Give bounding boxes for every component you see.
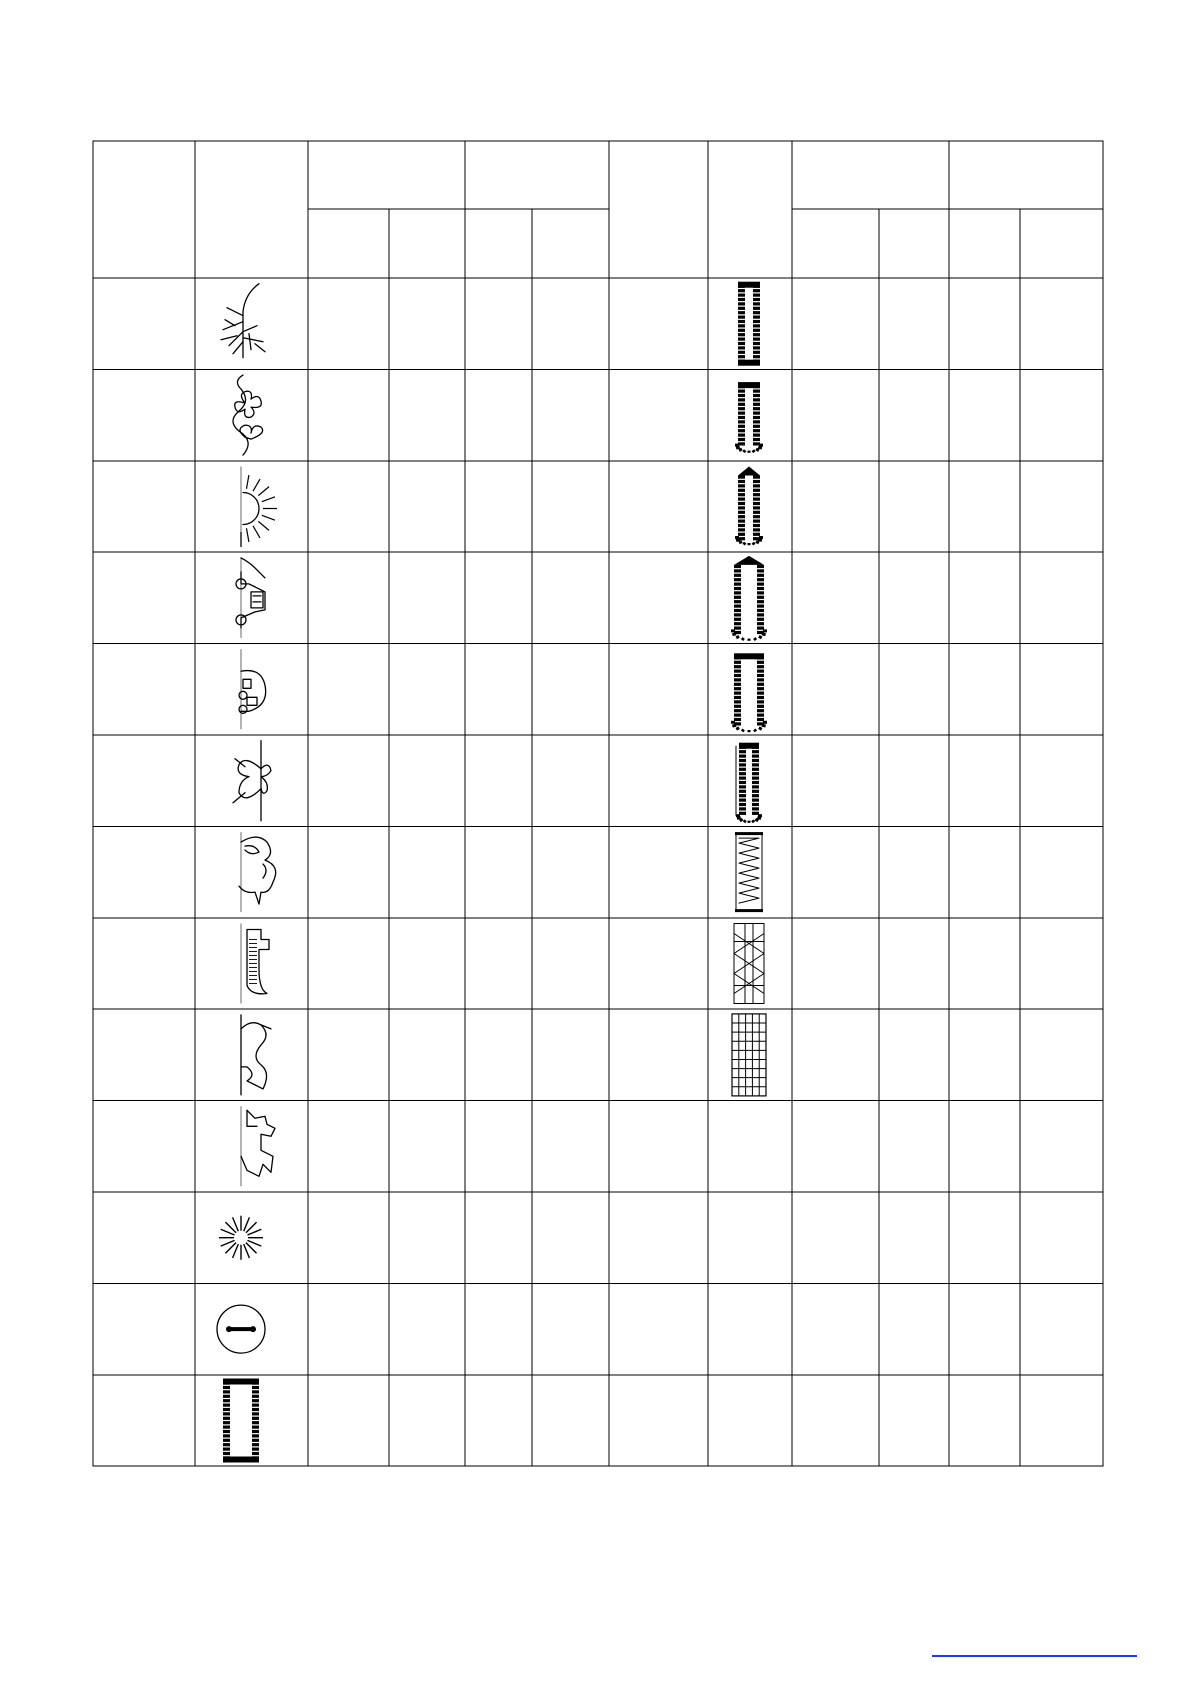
tree-branch-stitch-icon — [221, 284, 265, 358]
cross-stitch-buttonhole-icon — [734, 924, 764, 1004]
footer-link-underline[interactable] — [932, 1655, 1137, 1657]
zigzag-buttonhole-icon — [735, 832, 763, 912]
button-sewing-icon — [217, 1305, 265, 1353]
boot-stitch-icon — [241, 924, 269, 1004]
butterfly-stitch-icon — [233, 741, 271, 821]
bartack-buttonhole-icon — [223, 1379, 259, 1463]
clover-heart-stitch-icon — [233, 375, 263, 455]
eyelet-star-stitch-icon — [219, 1216, 263, 1260]
keyhole-tapered-buttonhole-icon — [735, 467, 763, 546]
grid-darning-icon — [732, 1014, 766, 1096]
keyhole-square-buttonhole-icon — [731, 653, 767, 732]
narrow-round-buttonhole-icon — [736, 743, 762, 823]
sun-stitch-icon — [241, 467, 277, 547]
caravan-stitch-icon — [239, 649, 266, 729]
table-border — [93, 141, 1103, 1466]
round-end-buttonhole-icon — [735, 382, 763, 453]
swan-stitch-icon — [241, 1015, 271, 1095]
rabbit-stitch-icon — [239, 832, 276, 912]
square-buttonhole-icon — [738, 282, 760, 366]
dog-stitch-icon — [241, 1106, 275, 1186]
car-stitch-icon — [236, 558, 265, 638]
keyhole-pointed-buttonhole-icon — [731, 556, 767, 641]
